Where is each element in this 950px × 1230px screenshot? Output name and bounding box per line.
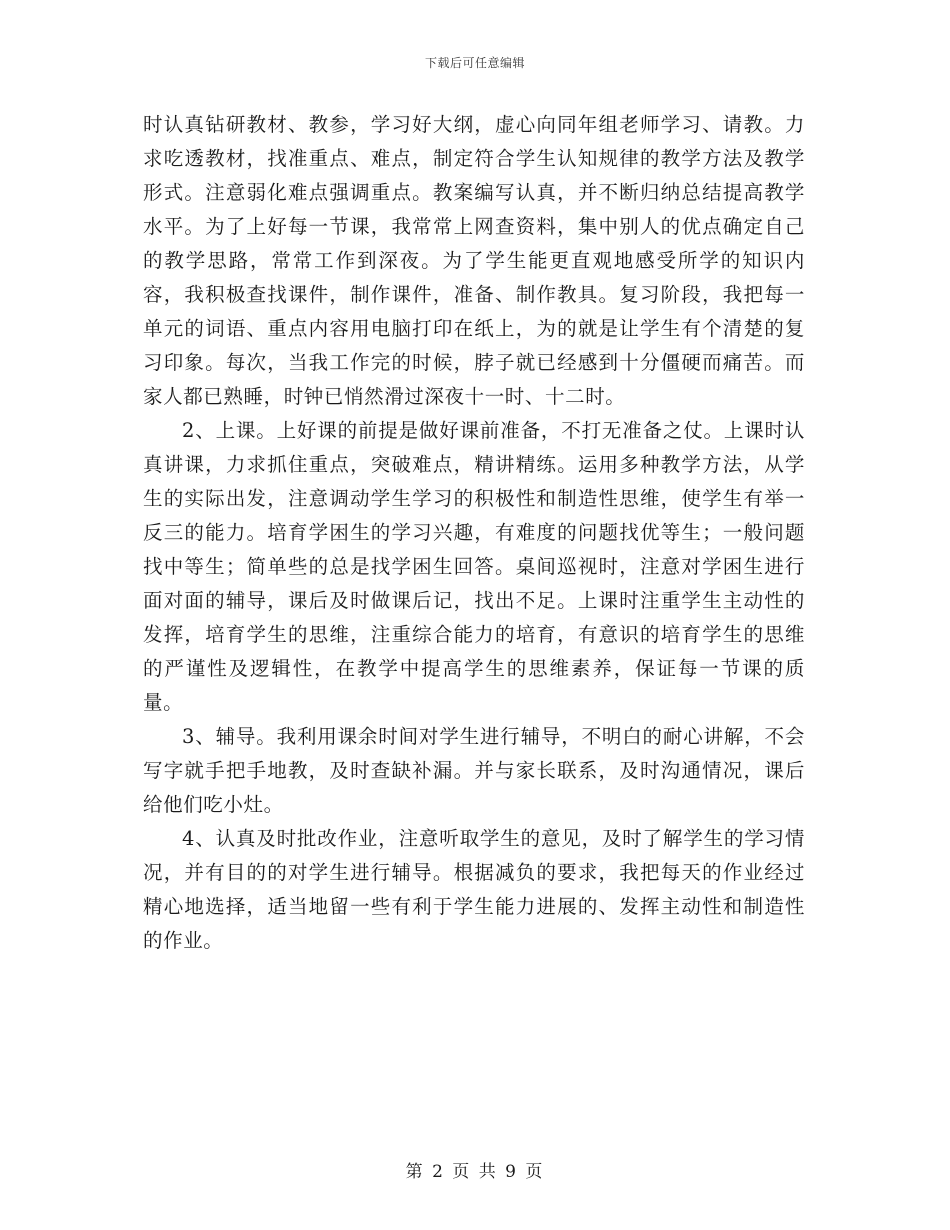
page-header: 下载后可任意编辑 — [424, 56, 525, 70]
paragraph-homework: 4、认真及时批改作业，注意听取学生的意见，及时了解学生的学习情况，并有目的的对学生进行辅导。根据减负的要求，我把每天的作业经过精心地选择，适当地留一些有利于学生能力进展的、发挥主动性和制造性的作业。 — [143, 827, 805, 952]
document-body — [143, 108, 805, 958]
paragraph-tutoring: 3、辅导。我利用课余时间对学生进行辅导，不明白的耐心讲解，不会写字就手把手地教，及时查缺补漏。并与家长联系，及时沟通情况，课后给他们吃小灶。 — [143, 725, 805, 816]
paragraph-continued: 时认真钻研教材、教参，学习好大纲，虚心向同年组老师学习、请教。力求吃透教材，找准重点、难点，制定符合学生认知规律的教学方法及教学形式。注意弱化难点强调重点。教案编写认真，并不断归纳总结提高教学水平。为了上好每一节课，我常常上网查资料，集中别人的优点确定自己的教学思路，常常工作到深夜。为了学生能更直观地感受所学的知识内容，我积极查找课件，制作课件，准备、制作教具。复习阶段，我把每一单元的词语、重点内容用电脑打印在纸上，为的就是让学生有个清楚的复习印象。每次，当我工作完的时候，脖子就已经感到十分僵硬而痛苦。而家人都已熟睡，时钟已悄然滑过深夜十一时、十二时。 — [143, 113, 805, 408]
paragraph-class-teaching: 2、上课。上好课的前提是做好课前准备，不打无准备之仗。上课时认真讲课，力求抓住重点，突破难点，精讲精练。运用多种教学方法，从学生的实际出发，注意调动学生学习的积极性和制造性思维，使学生有举一反三的能力。培育学困生的学习兴趣，有难度的问题找优等生；一般问题找中等生；简单些的总是找学困生回答。桌间巡视时，注意对学困生进行面对面的辅导，课后及时做课后记，找出不足。上课时注重学生主动性的发挥，培育学生的思维，注重综合能力的培育，有意识的培育学生的思维的严谨性及逻辑性，在教学中提高学生的思维素养，保证每一节课的质量。 — [143, 419, 805, 714]
page-number: 第 2 页 共 9 页 — [405, 1162, 545, 1182]
